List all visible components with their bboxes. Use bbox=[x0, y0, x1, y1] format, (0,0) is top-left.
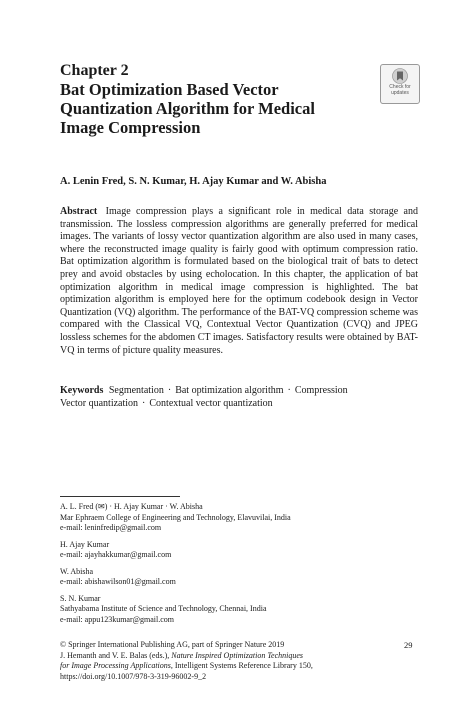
keyword: Contextual vector quantization bbox=[149, 397, 273, 409]
email-link[interactable]: e-mail: ajayhakkumar@gmail.com bbox=[60, 550, 172, 559]
citation-line bbox=[60, 651, 380, 662]
keywords bbox=[60, 385, 418, 410]
doi-link[interactable]: https://doi.org/10.1007/978-3-319-96002-9_2 bbox=[60, 671, 207, 681]
author-list: A. Lenin Fred, S. N. Kumar, H. Ajay Kumar and W. Abisha bbox=[60, 176, 327, 187]
updates-label: updates bbox=[391, 90, 409, 96]
keyword-separator: · bbox=[287, 385, 291, 396]
copyright-line: © Springer International Publishing AG, part of Springer Nature 2019 bbox=[60, 640, 285, 649]
email-link[interactable]: e-mail: abishawilson01@gmail.com bbox=[60, 577, 176, 586]
book-title: Nature Inspired Optimization Techniques bbox=[171, 650, 304, 660]
affiliation-line: H. Ajay Kumar bbox=[60, 539, 110, 549]
affiliation-line: W. Abisha bbox=[60, 566, 94, 576]
citation-line bbox=[60, 661, 380, 672]
chapter-title: Bat Optimization Based Vector Quantization Algorithm for Medical Image Compression bbox=[60, 80, 315, 137]
check-for-label: Check for bbox=[389, 84, 411, 90]
affiliation-line: S. N. Kumar bbox=[60, 593, 101, 603]
bookmark-icon bbox=[392, 68, 408, 84]
keyword-separator: · bbox=[167, 385, 172, 396]
book-title-cont: for Image Processing Applications bbox=[60, 661, 171, 670]
email-link[interactable]: e-mail: appu123kumar@gmail.com bbox=[60, 614, 175, 624]
chapter-label: Chapter 2 bbox=[60, 62, 129, 79]
check-for-updates-badge[interactable] bbox=[380, 64, 420, 104]
keyword: Bat optimization algorithm bbox=[175, 385, 284, 396]
affiliation-line: Mar Ephraem College of Engineering and Technology, Elavuvilai, India bbox=[60, 512, 291, 522]
abstract-label: Abstract bbox=[60, 206, 98, 217]
email-link[interactable]: e-mail: leninfredip@gmail.com bbox=[60, 523, 162, 532]
abstract bbox=[60, 206, 418, 357]
keywords-label: Keywords bbox=[60, 385, 104, 396]
keyword-separator: · bbox=[142, 397, 146, 409]
affiliation-line: Sathyabama Institute of Science and Technology, Chennai, India bbox=[60, 604, 267, 613]
affiliation-block bbox=[60, 502, 418, 534]
copyright-notice bbox=[60, 640, 380, 682]
author-affiliations bbox=[60, 502, 418, 631]
footnote-divider bbox=[60, 496, 180, 497]
abstract-text: Image compression plays a significant role in medical data storage and transmission. The lossless compression algorithms are generally preferred for medical images. The variants of lossy vector quantization algorithm are also used in many cases, where the reconstructed image quality is fairly good with optimum compression ratio. Bat optimization algorithm is formulated based on the biological trait of bats to detect prey and avoid obstacles by using echolocation. In this chapter, the application of bat optimization algorithm in medical image compression is highlighted. The bat optimization algorithm is employed here for the optimum codebook design in Vector Quantization (VQ) algorithm. The performance of the BAT-VQ compression scheme was compared with the Classical VQ, Contextual Vector Quantization (CVQ) and JPEG lossless schemes for the abdomen CT images. Satisfactory results were obtained by BAT-VQ in terms of picture quality measures. bbox=[60, 206, 418, 356]
affiliation-block bbox=[60, 594, 418, 626]
keyword: Vector quantization bbox=[60, 397, 139, 409]
page-number: 29 bbox=[404, 640, 413, 650]
keyword: Compression bbox=[294, 385, 348, 396]
citation-editors: J. Hemanth and V. E. Balas (eds.), bbox=[60, 650, 172, 660]
affiliation-line: A. L. Fred (✉) · H. Ajay Kumar · W. Abisha bbox=[60, 502, 203, 511]
keyword: Segmentation bbox=[108, 385, 164, 396]
affiliation-block bbox=[60, 567, 418, 588]
series-info: , Intelligent Systems Reference Library 150, bbox=[170, 661, 313, 670]
affiliation-block bbox=[60, 540, 418, 561]
